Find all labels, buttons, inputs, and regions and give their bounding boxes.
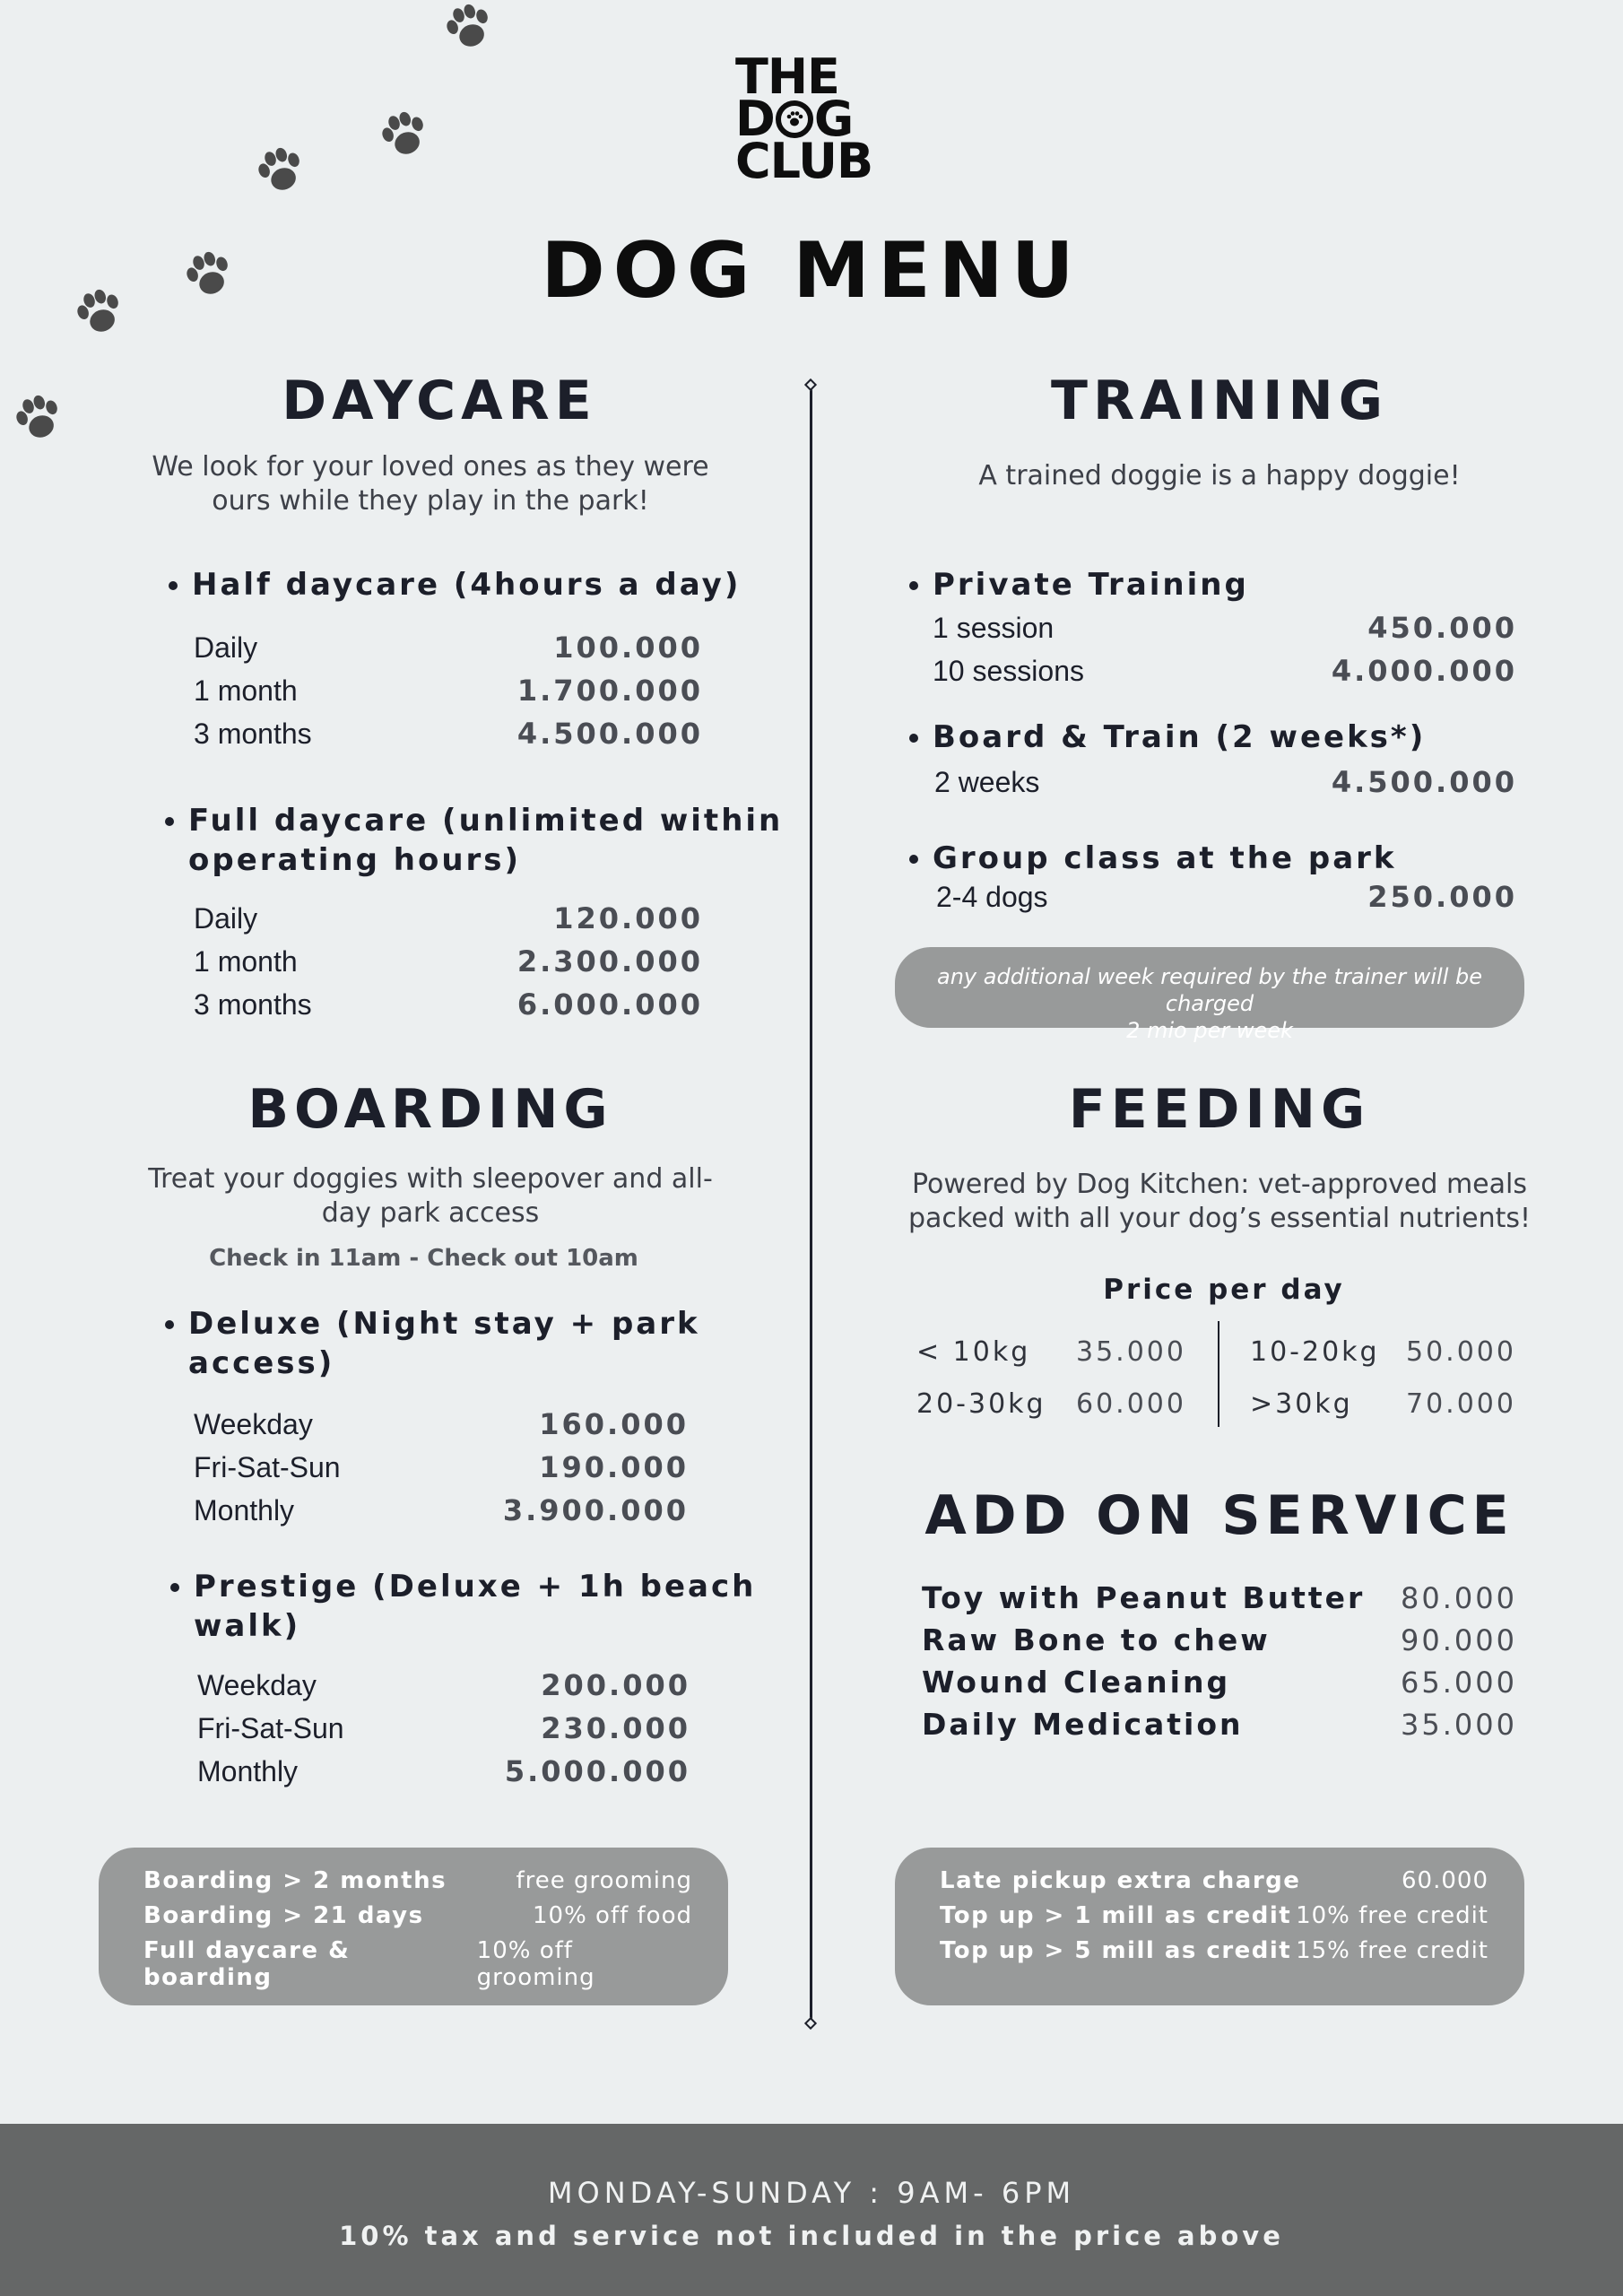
column-divider bbox=[810, 386, 812, 2022]
price-label: Weekday bbox=[197, 1669, 317, 1701]
price-row bbox=[194, 717, 703, 760]
page-title: DOG MENU bbox=[541, 226, 1082, 316]
training-note-line-1: any additional week required by the trainer will be charged bbox=[937, 964, 1482, 1016]
boarding-intro-line-1: Treat your doggies with sleepover and all- bbox=[148, 1163, 713, 1195]
extra-value: 60.000 bbox=[1402, 1867, 1488, 1894]
addon-row bbox=[922, 1665, 1517, 1708]
feed-price: 70.000 bbox=[1406, 1388, 1516, 1420]
paw-logo-icon bbox=[776, 100, 813, 138]
board-train-heading: Board & Train (2 weeks*) bbox=[907, 718, 1426, 757]
price-label: 1 month bbox=[194, 674, 298, 707]
feed-weight: 10-20kg bbox=[1250, 1336, 1380, 1368]
feed-price: 50.000 bbox=[1406, 1336, 1516, 1368]
divider-top-cap bbox=[804, 378, 817, 391]
price-label: Weekday bbox=[194, 1408, 313, 1440]
full-daycare-heading-line-2: operating hours) bbox=[188, 842, 522, 878]
price-per-day-heading: Price per day bbox=[1103, 1274, 1345, 1306]
price-label: 1 month bbox=[194, 945, 298, 978]
price-label: Daily bbox=[194, 902, 258, 935]
addon-label: Raw Bone to chew bbox=[922, 1622, 1271, 1657]
price-label: Fri-Sat-Sun bbox=[194, 1451, 341, 1483]
daycare-intro-line-1: We look for your loved ones as they were bbox=[152, 451, 709, 483]
full-daycare-heading-line-1: Full daycare (unlimited within bbox=[188, 803, 784, 839]
perk-row bbox=[143, 1937, 692, 1991]
price-label: Fri-Sat-Sun bbox=[197, 1712, 344, 1744]
perk-value: 10% off grooming bbox=[476, 1937, 595, 1991]
extra-label: Top up > 1 mill as credit bbox=[940, 1902, 1292, 1929]
perk-value: 10% off food bbox=[532, 1902, 692, 1929]
addon-label: Wound Cleaning bbox=[922, 1665, 1231, 1700]
price-row bbox=[197, 1711, 690, 1754]
prestige-heading-line-2: walk) bbox=[194, 1608, 301, 1644]
price-value: 4.000.000 bbox=[1331, 654, 1517, 688]
tax-note: 10% tax and service not included in the price above bbox=[339, 2221, 1284, 2251]
perk-label: Full daycare & boarding bbox=[143, 1937, 351, 1991]
boarding-title: BOARDING bbox=[247, 1078, 613, 1141]
price-value: 4.500.000 bbox=[516, 717, 703, 751]
addon-price: 35.000 bbox=[1401, 1708, 1517, 1742]
private-training-heading: Private Training bbox=[907, 565, 1249, 604]
addon-price: 80.000 bbox=[1401, 1581, 1517, 1615]
addon-title: ADD ON SERVICE bbox=[924, 1484, 1515, 1547]
price-label: Monthly bbox=[194, 1494, 295, 1526]
daycare-title: DAYCARE bbox=[282, 370, 597, 432]
extra-label: Top up > 5 mill as credit bbox=[940, 1937, 1292, 1964]
price-label: 1 session bbox=[933, 612, 1055, 644]
boarding-perks-box bbox=[99, 1848, 728, 2005]
price-label: Daily bbox=[194, 631, 258, 664]
price-value: 160.000 bbox=[539, 1407, 689, 1441]
training-title: TRAINING bbox=[1051, 370, 1388, 432]
price-value: 2.300.000 bbox=[516, 944, 703, 978]
paw-print-icon bbox=[253, 144, 308, 199]
price-value: 200.000 bbox=[541, 1668, 690, 1702]
price-row bbox=[197, 1668, 690, 1711]
logo bbox=[735, 48, 888, 189]
addon-row bbox=[922, 1622, 1517, 1665]
price-value: 190.000 bbox=[539, 1450, 689, 1484]
perk-row bbox=[143, 1902, 692, 1937]
addon-row bbox=[922, 1707, 1517, 1750]
boarding-intro-line-2: day park access bbox=[321, 1197, 540, 1229]
logo-line-2-b: G bbox=[813, 91, 854, 147]
paw-print-icon bbox=[441, 0, 497, 56]
paw-print-icon bbox=[377, 108, 432, 163]
perk-value: free grooming bbox=[516, 1867, 692, 1894]
price-row bbox=[194, 674, 703, 717]
price-value: 4.500.000 bbox=[1331, 765, 1517, 799]
feed-weight: 20-30kg bbox=[916, 1388, 1046, 1420]
price-value: 230.000 bbox=[541, 1711, 690, 1745]
price-row bbox=[933, 654, 1517, 697]
boarding-intro bbox=[143, 1162, 717, 1231]
training-note bbox=[895, 947, 1524, 1043]
price-row bbox=[934, 765, 1517, 808]
feeding-intro-line-2: packed with all your dog’s essential nutrients! bbox=[907, 1203, 1532, 1234]
price-value: 450.000 bbox=[1367, 611, 1517, 645]
price-value: 100.000 bbox=[553, 631, 703, 665]
feed-weight: < 10kg bbox=[916, 1336, 1031, 1368]
addon-label: Daily Medication bbox=[922, 1707, 1244, 1742]
half-daycare-heading: Half daycare (4hours a day) bbox=[167, 565, 741, 604]
price-value: 5.000.000 bbox=[504, 1754, 690, 1788]
price-value: 1.700.000 bbox=[516, 674, 703, 708]
prestige-heading bbox=[169, 1567, 756, 1646]
extra-label: Late pickup extra charge bbox=[940, 1867, 1301, 1894]
feed-price: 60.000 bbox=[1076, 1388, 1186, 1420]
group-class-heading: Group class at the park bbox=[907, 839, 1397, 878]
price-row bbox=[194, 1450, 689, 1493]
logo-line-3: CLUB bbox=[735, 133, 873, 189]
training-note-line-2: 2 mio per week bbox=[1126, 1018, 1293, 1043]
logo-line-1: THE bbox=[735, 48, 839, 105]
perk-row bbox=[143, 1867, 692, 1902]
price-row bbox=[194, 1407, 689, 1450]
price-row bbox=[197, 1754, 690, 1797]
feed-price: 35.000 bbox=[1076, 1336, 1186, 1368]
price-label: 3 months bbox=[194, 718, 312, 750]
checkin-note: Check in 11am - Check out 10am bbox=[209, 1245, 638, 1272]
price-value: 120.000 bbox=[553, 901, 703, 935]
feed-weight: >30kg bbox=[1250, 1388, 1353, 1420]
extra-row bbox=[940, 1867, 1488, 1902]
addon-row bbox=[922, 1580, 1517, 1623]
price-value: 250.000 bbox=[1367, 880, 1517, 914]
extra-value: 10% free credit bbox=[1296, 1902, 1488, 1929]
prestige-heading-line-1: Prestige (Deluxe + 1h beach bbox=[194, 1569, 757, 1605]
price-value: 6.000.000 bbox=[516, 987, 703, 1022]
extra-row bbox=[940, 1937, 1488, 1972]
price-label: 3 months bbox=[194, 988, 312, 1021]
price-value: 3.900.000 bbox=[502, 1493, 689, 1527]
deluxe-heading-line-1: Deluxe (Night stay + park bbox=[188, 1306, 700, 1342]
feeding-intro bbox=[906, 1168, 1533, 1236]
price-row bbox=[194, 1493, 689, 1536]
price-label: 2-4 dogs bbox=[936, 881, 1048, 913]
feeding-separator bbox=[1218, 1321, 1219, 1427]
addon-price: 90.000 bbox=[1401, 1623, 1517, 1657]
perk-label: Boarding > 21 days bbox=[143, 1902, 424, 1929]
footer bbox=[0, 2124, 1623, 2296]
daycare-intro-line-2: ours while they play in the park! bbox=[212, 485, 649, 517]
logo-line-2-a: D bbox=[735, 91, 775, 147]
deluxe-heading-line-2: access) bbox=[188, 1345, 335, 1381]
extra-row bbox=[940, 1902, 1488, 1937]
addon-label: Toy with Peanut Butter bbox=[922, 1580, 1366, 1615]
feeding-title: FEEDING bbox=[1068, 1078, 1371, 1141]
paw-print-icon bbox=[11, 391, 66, 447]
price-label: Monthly bbox=[197, 1755, 299, 1787]
price-label: 10 sessions bbox=[933, 655, 1084, 687]
feeding-intro-line-1: Powered by Dog Kitchen: vet-approved meals bbox=[912, 1169, 1527, 1200]
addon-extras-box bbox=[895, 1848, 1524, 2005]
opening-hours: MONDAY-SUNDAY : 9AM- 6PM bbox=[547, 2176, 1076, 2210]
addon-price: 65.000 bbox=[1401, 1665, 1517, 1700]
price-row bbox=[194, 944, 703, 987]
price-row bbox=[194, 987, 703, 1031]
price-row bbox=[194, 631, 703, 674]
deluxe-heading bbox=[163, 1304, 700, 1383]
price-row bbox=[194, 901, 703, 944]
extra-value: 15% free credit bbox=[1296, 1937, 1488, 1964]
price-label: 2 weeks bbox=[934, 766, 1040, 798]
full-daycare-heading bbox=[163, 801, 783, 880]
perk-label: Boarding > 2 months bbox=[143, 1867, 447, 1894]
price-row bbox=[933, 611, 1517, 654]
divider-bottom-cap bbox=[804, 2017, 817, 2030]
price-row bbox=[936, 880, 1517, 923]
training-intro: A trained doggie is a happy doggie! bbox=[978, 460, 1461, 491]
daycare-intro bbox=[143, 450, 717, 518]
